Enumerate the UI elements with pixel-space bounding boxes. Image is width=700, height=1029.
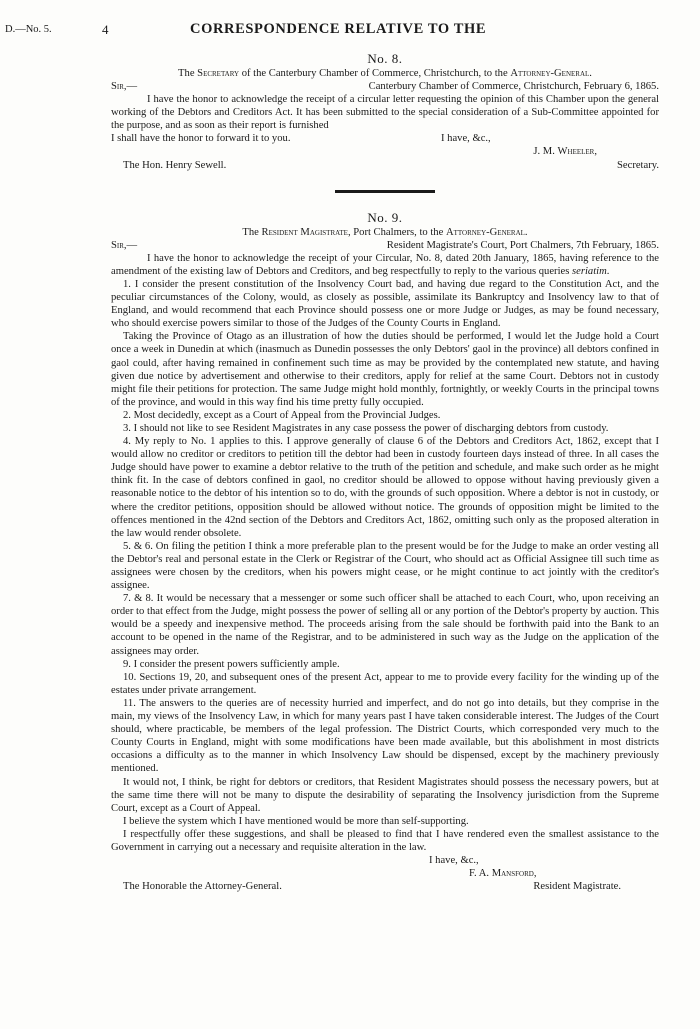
sender-address: Canterbury Chamber of Commerce, Christchurch, February 6, 1865. [368,81,659,93]
salutation: Sir,— [111,81,138,93]
closing-text: I shall have the honor to forward it to you. [111,133,291,145]
page-header [0,22,700,42]
letter-body: I have the honor to acknowledge the receipt of a circular letter requesting the opinion of this Chamber upon the general working of the Debtors and Creditors Act. It has been submitted to the special consideration of a Sub-Committee appointed for the purpose, and as soon as their report is furnished [111,94,659,132]
section-divider [335,190,435,193]
signature: F. A. Mansford, [469,868,537,880]
letter-heading: The Resident Magistrate, Port Chalmers, to the Attorney-General. [242,226,528,238]
salutation-row [111,80,659,93]
paragraph-3: 3. I should not like to see Resident Magistrates in any case possess the power of discharging debtors from custody. [123,422,609,434]
addressee-row [111,159,659,173]
complimentary-close: I have, &c., [441,133,491,145]
salutation: Sir,— [111,239,138,251]
signature: J. M. Wheeler, [533,146,597,158]
salutation-row [111,239,659,252]
document-number: D.—No. 5. [5,24,52,35]
signatory-title: Resident Magistrate. [533,881,621,893]
letter-number: No. 9. [367,209,403,225]
page-content [111,52,659,894]
paragraph-4: 4. My reply to No. 1 applies to this. I approve generally of clause 6 of the Debtors and Creditors Act, 1862, except that I would allow no creditor or creditors to petition till the debtor had been in custody fourteen days instead of three. In all cases the Judge should have power to examine a debtor relative to the truth of the petition and schedule, and make such order as he might think fit. In the case of debtors confined in gaol, no creditor should be allowed to oppose without having previously given a reasonable notice to the debtor of his intention so to do, with the grounds of such opposition. Where a debtor is not in custody, or where the creditor petitions, opposition should be allowed without notice. The grounds of opposition might be limited to the offences mentioned in the 42nd section of the Debtors and Creditors Act, 1862, omitting such only as the proposed alteration in the law would render obsolete. [111,436,659,539]
closing-row [111,132,659,145]
paragraph-7-8: 7. & 8. It would be necessary that a messenger or some such officer shall be attached to each Court, who, upon receiving an order to that effect from the Judge, might possess the power of selling all or any portion of the Debtor's property by auction. This would be a speedy and inexpensive method. The proceeds arising from the sale should be forthwith paid into the Bank to an account to be opened in the name of the Registrar, and to be administered in such way as the Judge on the application of the assignees may order. [111,593,659,657]
letter-no-8 [111,52,659,173]
paragraph-12: It would not, I think, be right for debtors or creditors, that Resident Magistrates should possess the necessary powers, but at the same time there will not be many to dispute the desirability of separating the Insolvency jurisdiction from the Supreme Court, except as a Court of Appeal. [111,776,659,814]
paragraph-1b: Taking the Province of Otago as an illustration of how the duties should be performed, I would let the Judge hold a Court once a week in Dunedin at which (inasmuch as Dunedin possesses the only Debtors' gaol in the province) all debtors confined in gaol could, after having remained in confinement such time as may be provided by the contemplated new statute, and having given due notice by advertisement and otherwise to their creditors, apply for relief at the same Court. Debtors not in custody might file their petitions for protection. The same Judge might hold monthly, fortnightly, or weekly Courts in the principal towns of the province, and would in this way find his time pretty fully occupied. [111,331,659,408]
paragraph-5-6: 5. & 6. On filing the petition I think a more preferable plan to the present would be for the Judge to make an order vesting all the Debtor's real and personal estate in the Clerk or Registrar of the Court, who should act as Official Assignee till such time as assignees were chosen by the creditors, when his powers might cease, or he might continue to act jointly with the creditor's assignee. [111,540,659,592]
addressee: The Honorable the Attorney-General. [123,881,282,893]
letter-no-9 [111,211,659,895]
page-number: 4 [102,22,109,37]
addressee-row [111,880,659,894]
running-title: CORRESPONDENCE RELATIVE TO THE [190,21,487,37]
paragraph-13: I believe the system which I have mentioned would be more than self-supporting. [123,815,469,827]
paragraph-14: I respectfully offer these suggestions, and shall be pleased to find that I have rendered even the smallest assistance to the Government in carrying out a necessary and requisite alteration in the law. [111,828,659,853]
paragraph-10: 10. Sections 19, 20, and subsequent ones of the present Act, appear to me to provide every facility for the winding up of the estates under private arrangement. [111,671,659,696]
signatory-title: Secretary. [617,159,659,171]
paragraph-2: 2. Most decidedly, except as a Court of Appeal from the Provincial Judges. [123,409,441,421]
addressee: The Hon. Henry Sewell. [123,159,227,171]
paragraph-9: 9. I consider the present powers sufficiently ample. [123,658,340,670]
letter-heading: The Secretary of the Canterbury Chamber of Commerce, Christchurch, to the Attorney-General. [178,68,592,80]
sender-address: Resident Magistrate's Court, Port Chalmers, 7th February, 1865. [386,239,659,251]
paragraph-1: 1. I consider the present constitution of the Insolvency Court bad, and having due regard to the Constitution Act, and the peculiar circumstances of the Colony, would, as closely as possible, assimilate its Bankruptcy and Insolvency law to that of England, and would recommend that each Province should possess one or more Judge or Judges, as may be found necessary, who should exercise powers similar to those of the Judges of the County Courts in England. [111,278,659,330]
paragraph-11: 11. The answers to the queries are of necessity hurried and imperfect, and do not go into details, but they comprise in the main, my views of the Insolvency Law, in which for many years past I have taken considerable interest. The Judges of the Court should, where practicable, be members of the legal profession. The District Courts, which corresponded very much to the County Courts in England, might with some modifications have been made available, but this abolishment in most districts occasions a difficulty as to the manner in which Insolvency Law should be dispensed, except by the machinery previously mentioned. [111,697,659,775]
complimentary-close: I have, &c., [429,855,479,867]
paragraph-intro: I have the honor to acknowledge the receipt of your Circular, No. 8, dated 20th January, 1865, having reference to the amendment of the existing law of Debtors and Creditors, and beg respectfully to reply to the various queries seriatim. [111,252,659,277]
letter-number: No. 8. [367,51,403,66]
